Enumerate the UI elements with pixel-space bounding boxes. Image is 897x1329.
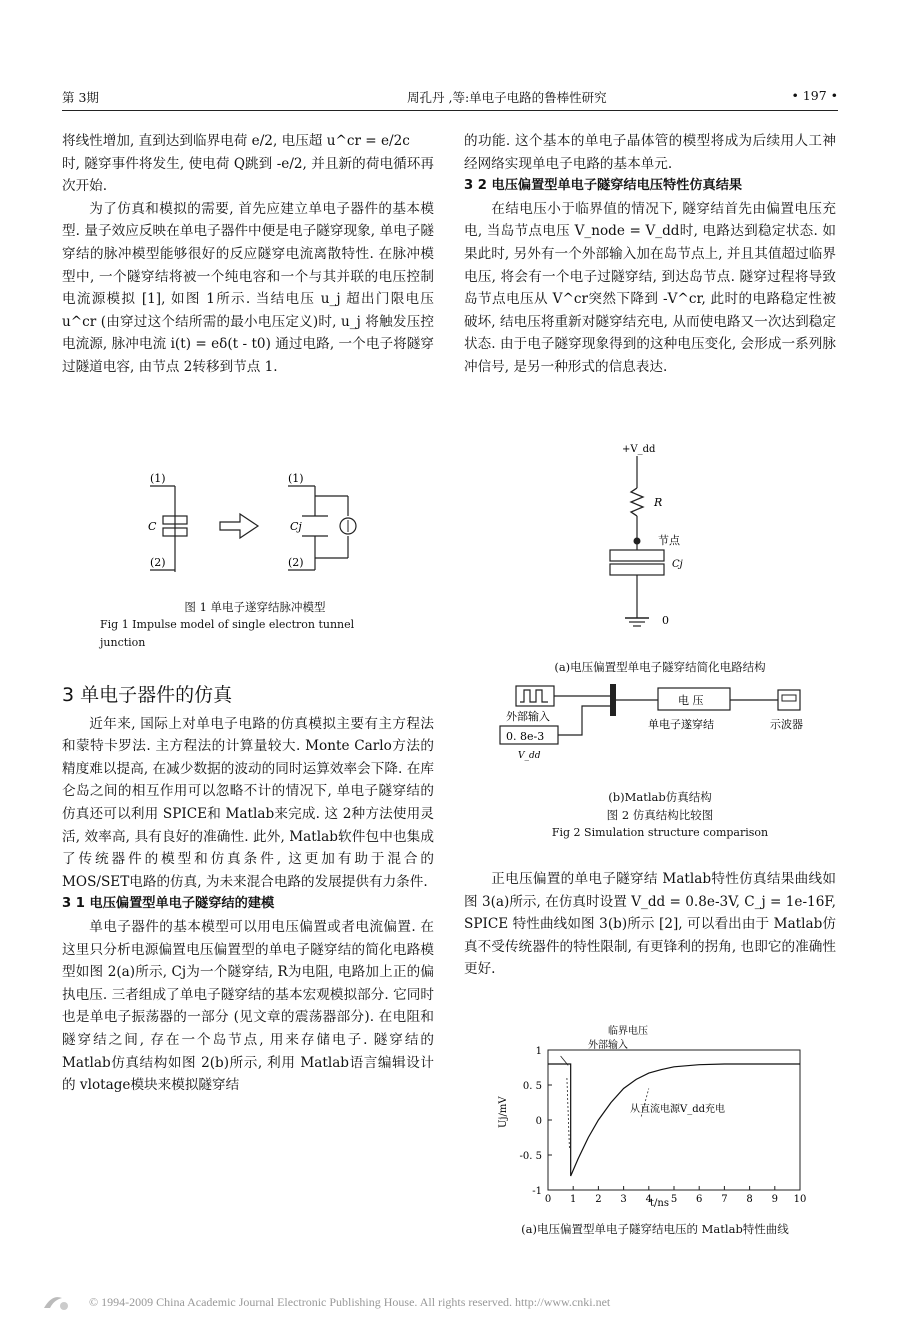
series-line: [548, 1064, 800, 1176]
resistor-label: R: [654, 496, 663, 509]
x-tick-label: 9: [771, 1194, 778, 1205]
vdd-block-label: V_dd: [518, 751, 541, 761]
figure-2a-circuit: [490, 440, 830, 640]
node-label: 节点: [658, 534, 680, 547]
footer: [40, 1292, 860, 1314]
node-dot: [634, 538, 641, 545]
node-1-label: (1): [150, 472, 166, 485]
external-input-label: 外部输入: [506, 710, 550, 723]
cnki-logo-icon: [40, 1292, 74, 1314]
node-1-label: (1): [288, 472, 304, 485]
node-2-label: (2): [288, 556, 304, 569]
figure-2a-caption: (a)电压偏置型单电子隧穿结简化电路结构: [554, 660, 766, 674]
x-tick-label: 2: [595, 1194, 602, 1205]
paragraph: 单电子器件的基本模型可以用电压偏置或者电流偏置. 在这里只分析电源偏置电压偏置型的单电子隧穿结的简化电路模型如图 2(a)所示, Cj为一个隧穿结, R为电阻, 电路加上正的偏执电压. 三者组成了单电子隧穿结的基本宏观模拟部分. 它同时也是单电子振荡器的一部分 (见文章的震荡器部分). 在电阻和隧穿结之间, 存在一个岛节点, 用来存储电子. 隧穿结的 Matlab仿真结构如图 2(b)所示, 利用 Matlab语言编辑设计的 vlotage模块来模拟隧穿结: [62, 918, 434, 1094]
paragraph: 近年来, 国际上对单电子电路的仿真模拟主要有主方程法和蒙特卡罗法. 主方程法的计算量较大. Monte Carlo方法的精度难以提高, 在减少数据的波动的同时运算效率会下降. 在库仑岛之间的相互作用可以忽略不计的情况下, 单电子隧穿结的仿真还可以利用 SPICE和 Matlab来完成. 这 2种方法使用灵活, 效率高, 具有良好的准确性. 此外, Matlab软件包中也集成了传统器件的模型和仿真条件, 这更加有助于混合的 MOS/SET电路的仿真, 为未来混合电路的发展提供有力条件.: [62, 715, 434, 890]
subsection-3-2-title: 3 2 电压偏置型单电子隧穿结电压特性仿真结果: [464, 178, 743, 194]
annotation-charging: 从直流电源V_dd充电: [630, 1104, 726, 1115]
left-column: [62, 130, 434, 379]
y-tick-label: 0. 5: [522, 1081, 542, 1092]
copyright-text: © 1994-2009 China Academic Journal Electronic Publishing House. All rights reserved. http://www.cnki.net: [89, 1294, 611, 1309]
running-header: [62, 88, 838, 111]
figure-2b-caption: (b)Matlab仿真结构: [608, 790, 712, 804]
capacitor-label: C: [148, 520, 157, 533]
paragraph: 时, 隧穿事件将发生, 使电荷 Q跳到 -e/2, 并且新的荷电循环再次开始.: [62, 155, 434, 195]
voltage-block-label: 电 压: [678, 694, 704, 707]
plot-frame: [548, 1050, 800, 1190]
cj-label: Cj: [672, 559, 683, 570]
figure-1-caption: 图 1 单电子遂穿结脉冲模型: [184, 600, 326, 614]
y-tick-label: -0. 5: [519, 1151, 542, 1162]
x-tick-label: 6: [696, 1194, 703, 1205]
left-column-lower: [62, 676, 434, 1097]
annotation-external-input: 外部输入: [588, 1040, 628, 1051]
mux-block: [610, 684, 616, 716]
x-tick-label: 7: [721, 1194, 728, 1205]
y-tick-label: -1: [532, 1186, 542, 1197]
running-title: 周孔丹 ,等:单电子电路的鲁棒性研究: [407, 90, 607, 105]
node-2-label: (2): [150, 556, 166, 569]
y-tick-label: 1: [535, 1046, 542, 1057]
resistor-icon: [631, 488, 643, 516]
x-tick-label: 0: [544, 1194, 552, 1205]
paragraph: 为了仿真和模拟的需要, 首先应建立单电子器件的基本模型. 量子效应反映在单电子器件中便是电子隧穿现象, 单电子隧穿结的脉冲模型能够很好的反应隧穿电流离散特性. 在脉冲模型中, 一个隧穿结将被一个纯电容和一个与其并联的电压控制电流源模拟 [1], 如图 1所示. 当结电压 u_j 超出门限电压 u^cr (由穿过这个结所需的最小电压定义)时, u_j 将触发压控电流源, 脉冲电流 i(t) = eδ(t - t0) 通过电路, 一个电子将隧穿过隧道电容, 由节点 2转移到节点 1.: [62, 200, 434, 375]
vdd-label: +V_dd: [622, 444, 656, 455]
figure-1: [100, 472, 400, 672]
figure-1-diagram: [110, 472, 400, 582]
capacitor-label: Cj: [290, 520, 302, 533]
figure-3: [490, 1020, 820, 1240]
x-tick-label: 10: [793, 1194, 807, 1205]
paragraph: 的功能. 这个基本的单电子晶体管的模型将成为后续用人工神经网络实现单电子电路的基本单元.: [464, 133, 836, 172]
figure-3-caption: (a)电压偏置型单电子隧穿结电压的 Matlab特性曲线: [521, 1222, 789, 1236]
subsection-3-1-title: 3 1 电压偏置型单电子隧穿结的建模: [62, 896, 275, 912]
constant-value: 0. 8e-3: [506, 730, 545, 743]
set-block-label: 单电子遂穿结: [648, 718, 714, 731]
paragraph: 在结电压小于临界值的情况下, 隧穿结首先由偏置电压充电, 当岛节点电压 V_node = V_dd时, 电路达到稳定状态. 如果此时, 另外有一个外部输入加在岛节点上, 并且其值超过临界电压, 将会有一个电子过隧穿结, 到达岛节点. 隧穿过程将导致岛节点电压从 V^cr突然下降到 -V^cr, 此时的电路稳定性被破坏, 结电压将重新对隧穿结充电, 从而使电路又一次达到稳定状态. 由于电子隧穿现象得到的这种电压变化, 会形成一系列脉冲信号, 是另一种形式的信息表达.: [464, 200, 836, 375]
figure-1-caption-en: Fig 1 Impulse model of single electron tunnel junction: [100, 618, 355, 649]
figure-2-caption: 图 2 仿真结构比较图: [606, 808, 714, 822]
x-tick-label: 4: [645, 1194, 652, 1205]
annotation-critical-voltage: 临界电压: [608, 1026, 648, 1037]
figure-2b-blockdiagram: [490, 682, 830, 782]
paragraph: 将线性增加, 直到达到临界电荷 e/2, 电压超 u^cr = e/2c: [62, 133, 410, 149]
x-tick-label: 8: [746, 1194, 753, 1205]
paragraph: 正电压偏置的单电子隧穿结 Matlab特性仿真结果曲线如图 3(a)所示, 在仿真时设置 V_dd = 0.8e-3V, C_j = 1e-16F, SPICE 特性曲线如图 3(b)所示 [2], 可以看出由于 Matlab仿真不受传统器件的特性限制, 有更锋利的拐角, 也即它的准确性更好.: [464, 871, 836, 978]
x-tick-label: 1: [570, 1194, 577, 1205]
x-tick-label: 5: [670, 1194, 678, 1205]
pulse-source-icon: [516, 686, 554, 706]
y-tick-label: 0: [535, 1116, 542, 1127]
figure-2: [490, 440, 830, 850]
figure-3-chart: [490, 1020, 820, 1212]
figure-2-caption-en: Fig 2 Simulation structure comparison: [551, 826, 769, 839]
x-tick-label: 3: [620, 1194, 627, 1205]
right-column: [464, 130, 836, 379]
page-number: • 197 •: [791, 88, 838, 103]
scope-icon: [778, 690, 800, 710]
scope-label: 示波器: [770, 718, 803, 731]
arrow-right-icon: [220, 514, 258, 538]
x-axis-label: t/ns: [650, 1198, 669, 1209]
ground-label: 0: [662, 614, 669, 627]
issue-number: 第 3期: [62, 90, 99, 105]
right-column-lower: [464, 868, 836, 981]
section-3-title: 3 单电子器件的仿真: [62, 684, 233, 706]
annotation-arrow: [567, 1078, 570, 1148]
y-axis-label: Uj/mV: [498, 1096, 509, 1128]
